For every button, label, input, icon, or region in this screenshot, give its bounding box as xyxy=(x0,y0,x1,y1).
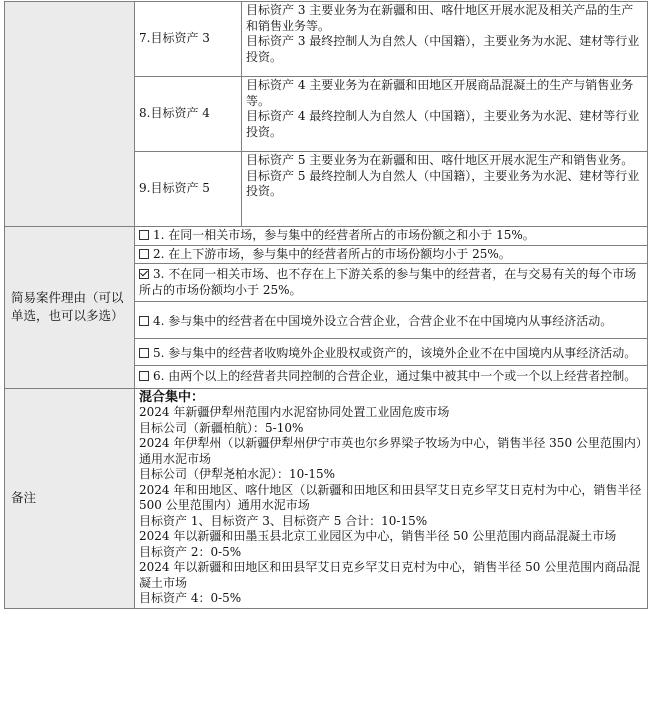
reason-option[interactable] xyxy=(135,338,648,366)
notes-line: 2024 年伊犁州（以新疆伊犁州伊宁市英也尔乡界梁子牧场为中心，销售半径 350 公里范围内）通用水泥市场 xyxy=(139,436,642,466)
target-description xyxy=(242,152,648,227)
controller-line: 目标资产 3 最终控制人为自然人（中国籍），主要业务为水泥、建材等行业投资。 xyxy=(246,34,640,64)
notes-line: 目标资产 2：0-5% xyxy=(139,544,242,559)
reason-option[interactable] xyxy=(135,302,648,339)
notes-row xyxy=(5,388,648,608)
controller-line: 目标资产 4 最终控制人为自然人（中国籍），主要业务为水泥、建材等行业投资。 xyxy=(246,109,640,139)
target-label: 8.目标资产 4 xyxy=(135,77,242,152)
business-line: 目标资产 3 主要业务为在新疆和田、喀什地区开展水泥及相关产品的生产和销售业务等。 xyxy=(246,3,634,33)
target-label: 7.目标资产 3 xyxy=(135,2,242,77)
reason-row xyxy=(5,227,648,246)
notes-line: 目标资产 1、目标资产 3、目标资产 5 合计：10-15% xyxy=(139,513,428,528)
notes-line: 目标资产 4：0-5% xyxy=(139,591,242,605)
reason-text: 3. 不在同一相关市场、也不存在上下游关系的参与集中的经营者，在与交易有关的每个市场所占的市场份额均小于 25%。 xyxy=(139,267,637,297)
checkbox-icon[interactable] xyxy=(139,249,149,259)
notes-line: 2024 年以新疆和田墨玉县北京工业园区为中心，销售半径 50 公里范围内商品混凝土市场 xyxy=(139,529,617,543)
notes-heading: 混合集中： xyxy=(139,389,205,405)
reason-text: 1. 在同一相关市场，参与集中的经营者所占的市场份额之和小于 15%。 xyxy=(153,228,535,242)
reason-option[interactable] xyxy=(135,366,648,389)
reasons-label: 简易案件理由（可以单选，也可以多选） xyxy=(5,227,135,389)
filing-table xyxy=(4,1,648,609)
controller-line: 目标资产 5 最终控制人为自然人（中国籍），主要业务为水泥、建材等行业投资。 xyxy=(246,168,640,198)
target-description xyxy=(242,77,648,152)
target-row xyxy=(5,2,648,77)
reason-option[interactable] xyxy=(135,245,648,264)
business-line: 目标资产 4 主要业务为在新疆和田地区开展商品混凝土的生产与销售业务等。 xyxy=(246,78,634,108)
reason-option[interactable] xyxy=(135,227,648,246)
business-line: 目标资产 5 主要业务为在新疆和田、喀什地区开展水泥生产和销售业务。 xyxy=(246,153,634,167)
checkbox-icon[interactable] xyxy=(139,230,149,240)
notes-content xyxy=(135,388,648,608)
target-description xyxy=(242,2,648,77)
checkbox-icon[interactable] xyxy=(139,371,149,381)
reason-text: 4. 参与集中的经营者在中国境外设立合营企业，合营企业不在中国境内从事经济活动。 xyxy=(153,314,613,328)
notes-label: 备注 xyxy=(5,388,135,608)
notes-line: 2024 年新疆伊犁州范围内水泥窑协同处置工业固危废市场 xyxy=(139,405,450,419)
checked-checkbox-icon[interactable] xyxy=(139,269,149,279)
notes-line: 2024 年以新疆和田地区和田县罕艾日克乡罕艾日克村为中心，销售半径 50 公里范围内商品混凝土市场 xyxy=(139,560,641,590)
reason-text: 6. 由两个以上的经营者共同控制的合营企业，通过集中被其中一个或一个以上经营者控制。 xyxy=(153,369,637,383)
reason-option[interactable] xyxy=(135,264,648,302)
notes-line: 2024 年和田地区、喀什地区（以新疆和田地区和田县罕艾日克乡罕艾日克村为中心，销售半径 500 公里范围内）通用水泥市场 xyxy=(139,482,642,512)
checkbox-icon[interactable] xyxy=(139,316,149,326)
notes-line: 目标公司（新疆柏航）：5-10% xyxy=(139,420,304,435)
blank-cell xyxy=(5,2,135,227)
reason-text: 2. 在上下游市场，参与集中的经营者所占的市场份额均小于 25%。 xyxy=(153,246,511,261)
checkbox-icon[interactable] xyxy=(139,348,149,358)
reason-text: 5. 参与集中的经营者收购境外企业股权或资产的，该境外企业不在中国境内从事经济活动。 xyxy=(153,345,637,360)
target-label: 9.目标资产 5 xyxy=(135,152,242,227)
notes-line: 目标公司（伊犁尧柏水泥）：10-15% xyxy=(139,467,335,481)
